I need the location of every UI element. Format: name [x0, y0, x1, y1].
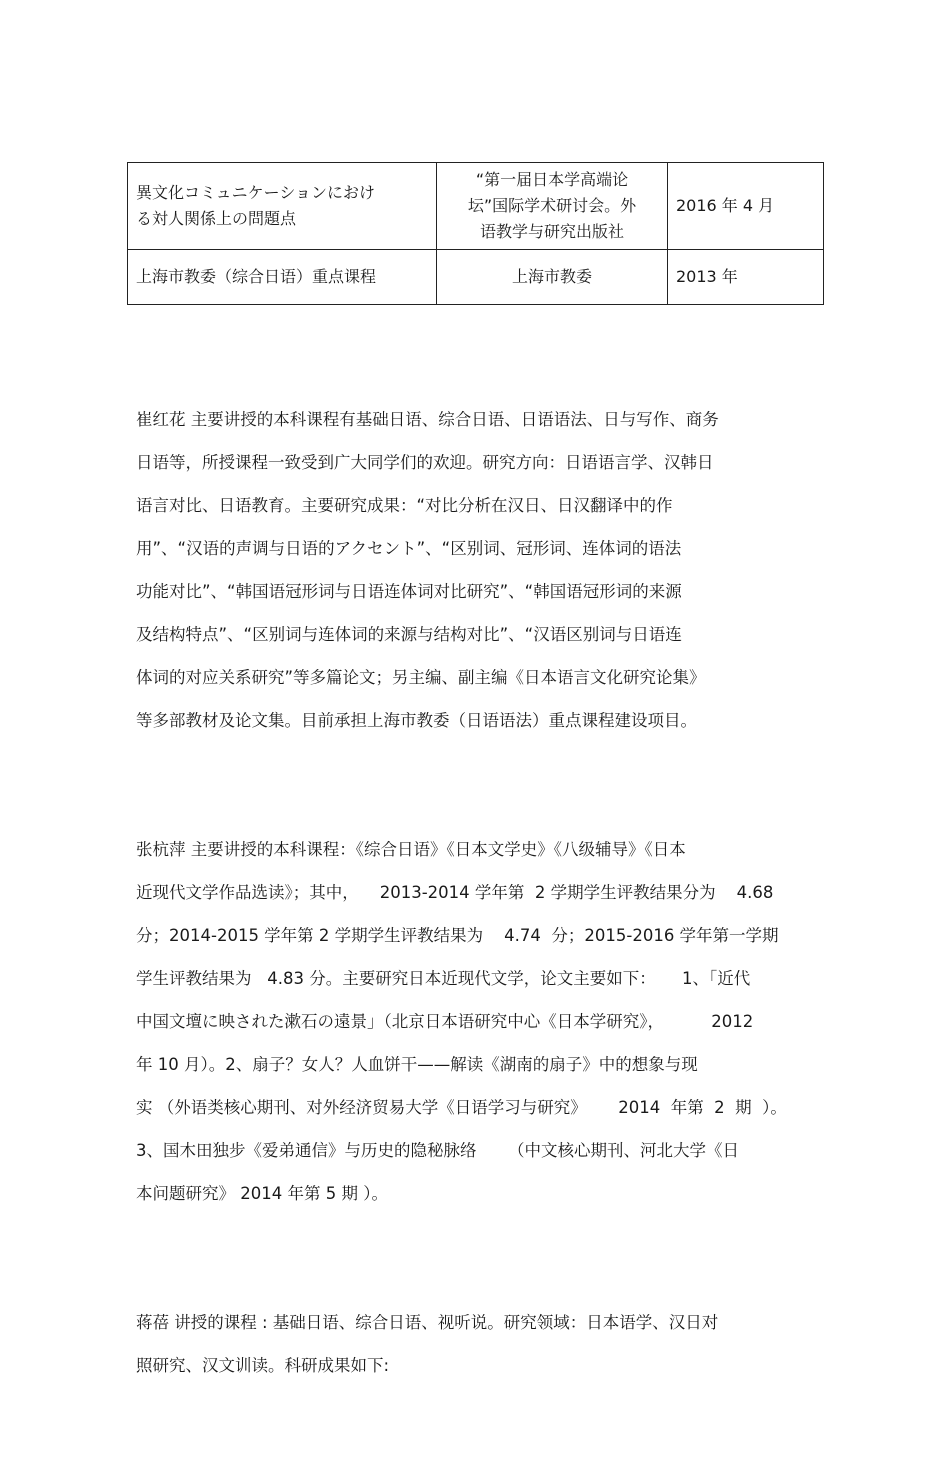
cell-text-line: 坛”国际学术研讨会。外 — [467, 196, 637, 215]
table-row — [128, 250, 824, 305]
paragraph-line: 日语等，所授课程一致受到广大同学们的欢迎。研究方向：日语语言学、汉韩日 — [136, 453, 714, 472]
paragraph-jiang — [136, 1301, 836, 1387]
paragraph-line: 学生评教结果为 4.83 分。主要研究日本近现代文学，论文主要如下： 1、「近代 — [136, 969, 751, 988]
paragraph-line: 及结构特点”、“区别词与连体词的来源与结构对比”、“汉语区别词与日语连 — [136, 625, 682, 644]
paragraph-line: 中国文壇に映された漱石の遠景」（北京日本语研究中心《日本学研究》， 2012 — [136, 1012, 754, 1031]
paragraph-line: 本问题研究》 2014 年第 5 期 ）。 — [136, 1184, 388, 1203]
paragraph-line: 近现代文学作品选读》；其中， 2013-2014 学年第 2 学期学生评教结果分为 4.68 — [136, 883, 774, 902]
cell-text-line: 異文化コミュニケーションにおけ — [136, 183, 376, 202]
paragraph-cui — [136, 398, 836, 742]
paragraph-line: 功能对比”、“韩国语冠形词与日语连体词对比研究”、“韩国语冠形词的来源 — [136, 582, 682, 601]
paragraph-line: 分；2014-2015 学年第 2 学期学生评教结果为 4.74 分；2015-2016 学年第一学期 — [136, 926, 779, 945]
cell-text-line: “第一届日本学高端论 — [475, 170, 629, 189]
paragraph-zhang — [136, 828, 836, 1215]
paragraph-line: 语言对比、日语教育。主要研究成果：“对比分析在汉日、日汉翻译中的作 — [136, 496, 673, 515]
table-cell-venue — [437, 163, 668, 250]
cell-text-line: る対人関係上の問題点 — [136, 209, 297, 228]
paragraph-line: 年 10 月）。2、扇子？女人？人血饼干——解读《湖南的扇子》中的想象与现 — [136, 1055, 698, 1074]
faculty-descriptions — [136, 312, 836, 1473]
paragraph-line: 崔红花 主要讲授的本科课程有基础日语、综合日语、日语语法、日与写作、商务 — [136, 410, 719, 429]
paragraph-line: 3、国木田独步《爱弟通信》与历史的隐秘脉络 （中文核心期刊、河北大学《日 — [136, 1141, 739, 1160]
paragraph-line: 蒋蓓 讲授的课程 : 基础日语、综合日语、视听说。研究领域：日本语学、汉日对 — [136, 1313, 719, 1332]
table-cell-venue: 上海市教委 — [437, 250, 668, 305]
table-row — [128, 163, 824, 250]
paragraph-line: 张杭萍 主要讲授的本科课程：《综合日语》《日本文学史》《八级辅导》《日本 — [136, 840, 686, 859]
table-cell-date: 2013 年 — [668, 250, 824, 305]
paragraph-line: 实 （外语类核心期刊、对外经济贸易大学《日语学习与研究》 2014 年第 2 期 ）。 — [136, 1098, 787, 1117]
paragraph-line: 等多部教材及论文集。目前承担上海市教委（日语语法）重点课程建设项目。 — [136, 711, 697, 730]
table-cell-date: 2016 年 4 月 — [668, 163, 824, 250]
publications-table — [127, 162, 824, 305]
paragraph-line: 照研究、汉文训读。科研成果如下: — [136, 1356, 390, 1375]
table-cell-title: 上海市教委（综合日语）重点课程 — [128, 250, 437, 305]
paragraph-line: 体词的对应关系研究”等多篇论文；另主编、副主编《日本语言文化研究论集》 — [136, 668, 706, 687]
table-cell-title — [128, 163, 437, 250]
cell-text-line: 语教学与研究出版社 — [479, 222, 624, 241]
paragraph-line: 用”、“汉语的声调与日语的アクセント”、“区别词、冠形词、连体词的语法 — [136, 539, 682, 558]
